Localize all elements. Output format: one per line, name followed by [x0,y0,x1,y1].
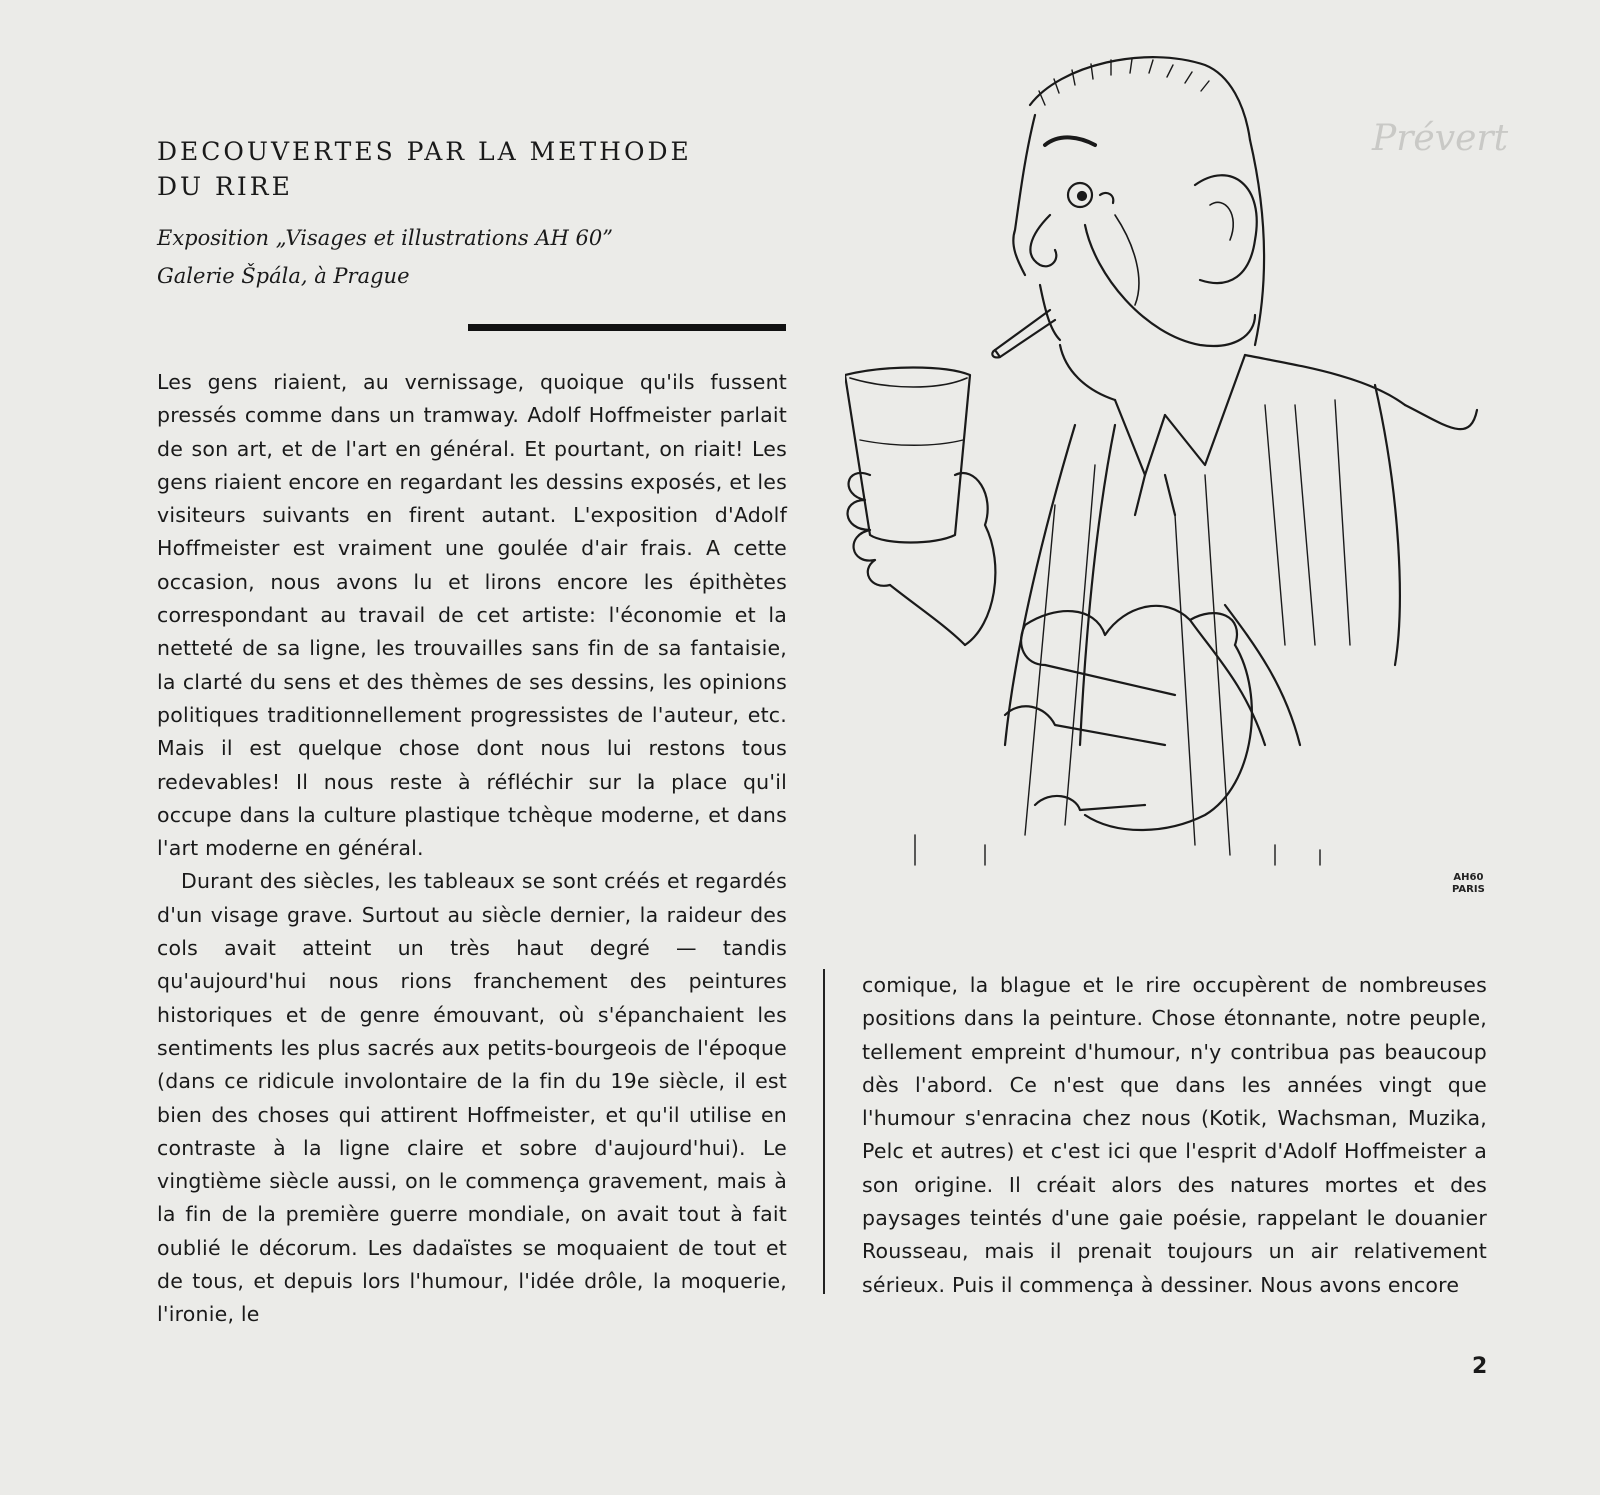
article-paragraph-1: Les gens riaient, au vernissage, quoique qu'ils fussent pressés comme dans un tramway. Adolf Hoffmeister parlait de son art, et de l'art en général. Et pourtant, on riait! Les gens riaient encore en regardant les dessins exposés, et les visiteurs suivants en firent autant. L'exposition d'Adolf Hoffmeister est vraiment une goulée d'air frais. A cette occasion, nous avons lu et lirons encore les épithètes correspondant au travail de cet artiste: l'économie et la netteté de sa ligne, les trouvailles sans fin de sa fantaisie, la clarté du sens et des thèmes de ses dessins, les opinions politiques traditionnellement progressistes de l'auteur, etc. Mais il est quelque chose dont nous lui restons tous redevables! Il nous reste à réfléchir sur la place qu'il occupe dans la culture plastique tchèque moderne, et dans l'art moderne en général. [157,370,787,861]
article-title-line-1: DECOUVERTES PAR LA METHODE [157,137,692,166]
article-column-right [862,969,1487,1302]
column-divider [823,969,825,1294]
gallery-location: Galerie Špála, à Prague [157,264,410,288]
handwritten-signature: Prévert [1372,118,1509,159]
article-paragraph-3: comique, la blague et le rire occupèrent de nombreuses positions dans la peinture. Chose étonnante, notre peuple, tellement empreint d'humour, n'y contribua pas beaucoup dès l'abord. Ce n'est que dans les années vingt que l'humour s'enracina chez nous (Kotik, Wachsman, Muzika, Pelc et autres) et c'est ici que l'esprit d'Adolf Hoffmeister a son origine. Il créait alors des natures mortes et des paysages teintés d'une gaie poésie, rappelant le douanier Rousseau, mais il prenait toujours un air relativement sérieux. Puis il commença à dessiner. Nous avons encore [862,973,1487,1297]
article-title-line-2: DU RIRE [157,172,293,201]
article-title [157,134,757,204]
exhibition-name: Exposition „Visages et illustrations AH 60” [157,226,613,250]
article-paragraph-2: Durant des siècles, les tableaux se sont créés et regardés d'un visage grave. Surtout au siècle dernier, la raideur des cols avait atteint un très haut degré — tandis qu'aujourd'hui nous rions franchement des peintures historiques et de genre émouvant, où s'épanchaient les sentiments les plus sacrés aux petits-bourgeois de l'époque (dans ce ridicule involontaire de la fin du 19e siècle, il est bien des choses qui attirent Hoffmeister, et qu'il utilise en contraste à la ligne claire et sobre d'aujourd'hui). Le vingtième siècle aussi, on le commença gravement, mais à la fin de la première guerre mondiale, on avait tout à fait oublié le décorum. Les dadaïstes se moquaient de tout et de tous, et depuis lors l'humour, l'idée drôle, la moquerie, l'ironie, le [157,869,787,1327]
heading-rule [468,324,786,331]
article-column-left [157,366,787,1332]
caricature-illustration [845,45,1495,905]
article-subtitle [157,219,777,295]
page-number: 2 [1472,1354,1488,1379]
artist-signature: AH60 PARIS [1452,872,1485,895]
